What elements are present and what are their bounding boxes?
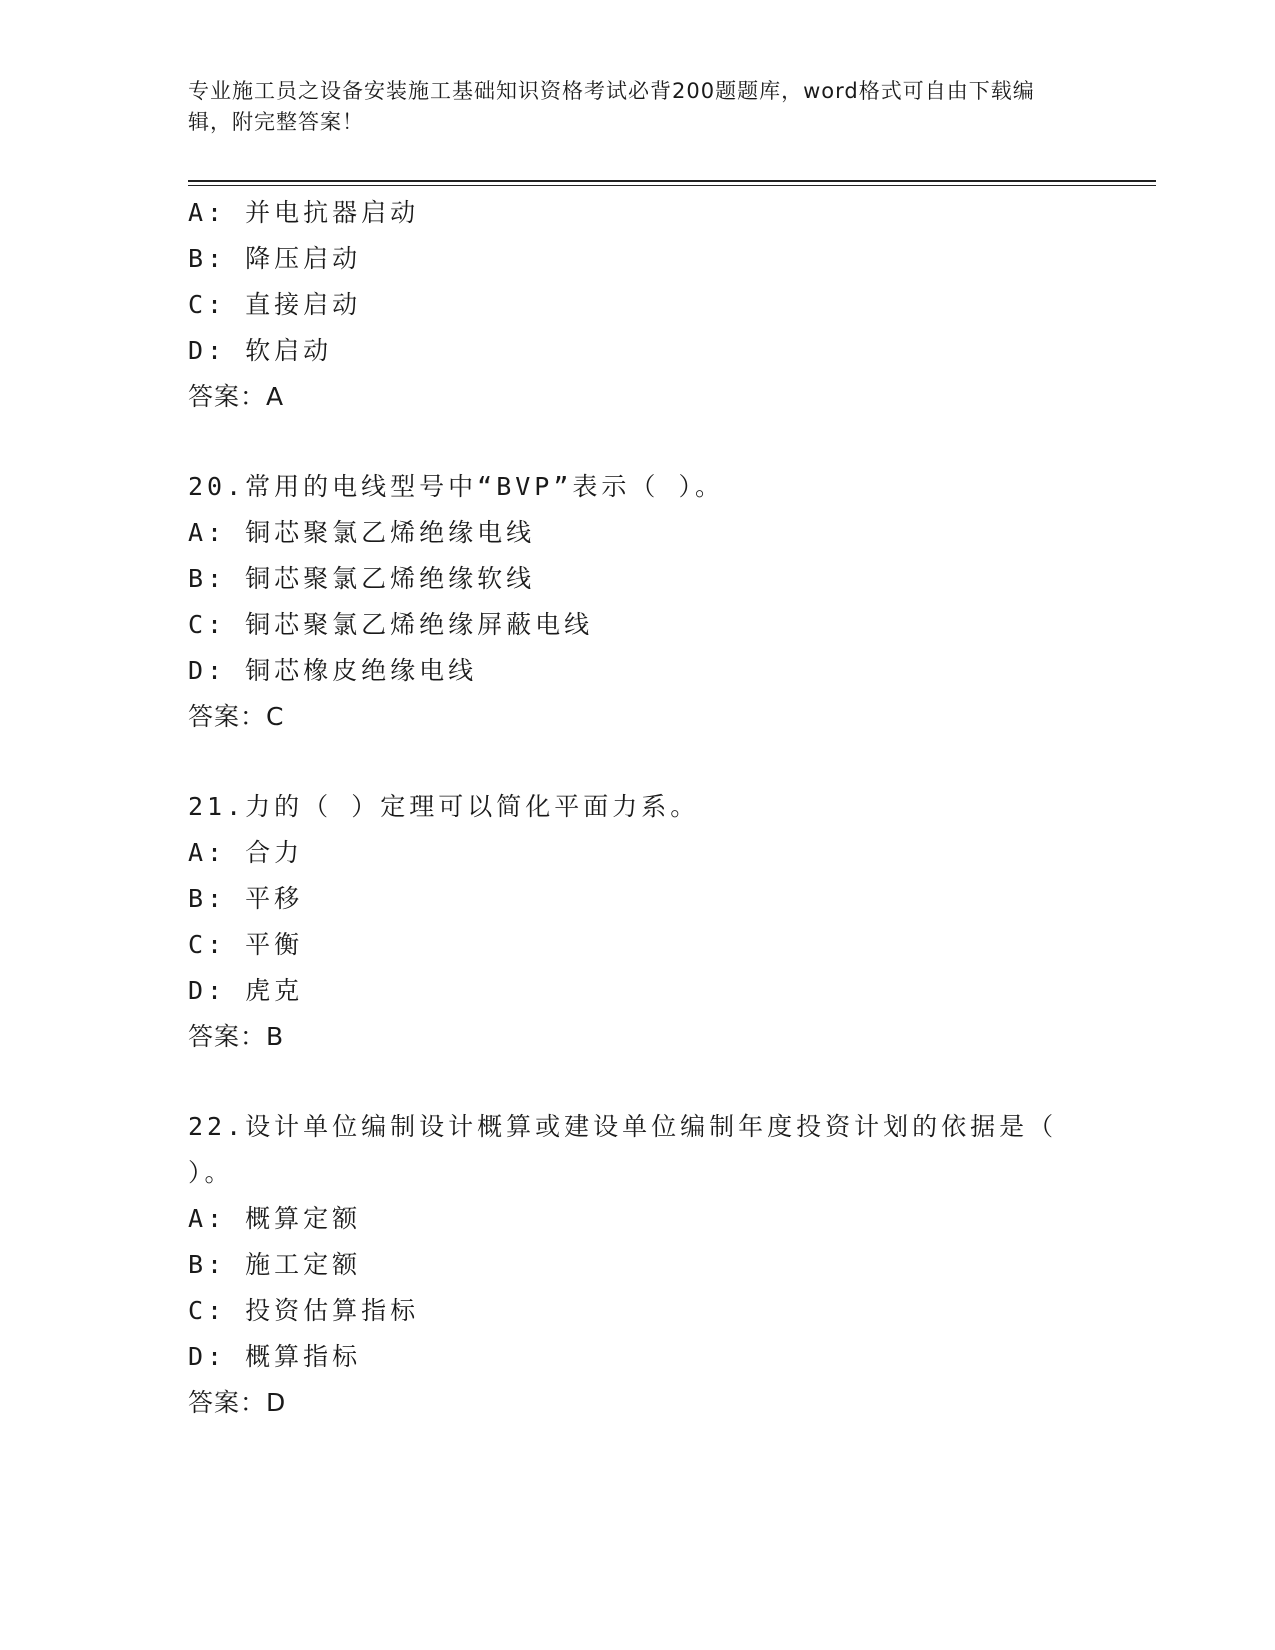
question-stem: 20.常用的电线型号中“BVP”表示（ ）。 <box>188 472 724 501</box>
option-c: C: 直接启动 <box>188 290 362 319</box>
answer: 答案：C <box>188 702 285 731</box>
option-c: C: 铜芯聚氯乙烯绝缘屏蔽电线 <box>188 610 594 639</box>
option-b: B: 铜芯聚氯乙烯绝缘软线 <box>188 564 536 593</box>
document-header <box>188 76 1068 138</box>
answer: 答案：A <box>188 382 285 411</box>
question-20 <box>188 464 1068 740</box>
option-b: B: 施工定额 <box>188 1250 362 1279</box>
option-d: D: 概算指标 <box>188 1342 362 1371</box>
option-b: B: 平移 <box>188 884 304 913</box>
option-a: A: 合力 <box>188 838 304 867</box>
document-title: 专业施工员之设备安装施工基础知识资格考试必背200题题库，word格式可自由下载编辑，附完整答案！ <box>188 79 1035 134</box>
option-b: B: 降压启动 <box>188 244 362 273</box>
question-stem: 22.设计单位编制设计概算或建设单位编制年度投资计划的依据是（ ）。 <box>188 1112 1058 1187</box>
question-stem: 21.力的（ ）定理可以简化平面力系。 <box>188 792 700 821</box>
option-a: A: 铜芯聚氯乙烯绝缘电线 <box>188 518 536 547</box>
question-list <box>188 190 1068 1470</box>
question-21 <box>188 784 1068 1060</box>
option-d: D: 铜芯橡皮绝缘电线 <box>188 656 478 685</box>
header-divider <box>188 180 1156 186</box>
option-c: C: 平衡 <box>188 930 304 959</box>
question-19-continued <box>188 190 1068 420</box>
option-d: D: 软启动 <box>188 336 333 365</box>
question-22 <box>188 1104 1068 1426</box>
answer: 答案：D <box>188 1388 287 1417</box>
option-a: A: 并电抗器启动 <box>188 198 420 227</box>
option-d: D: 虎克 <box>188 976 304 1005</box>
option-a: A: 概算定额 <box>188 1204 362 1233</box>
answer: 答案：B <box>188 1022 285 1051</box>
option-c: C: 投资估算指标 <box>188 1296 420 1325</box>
